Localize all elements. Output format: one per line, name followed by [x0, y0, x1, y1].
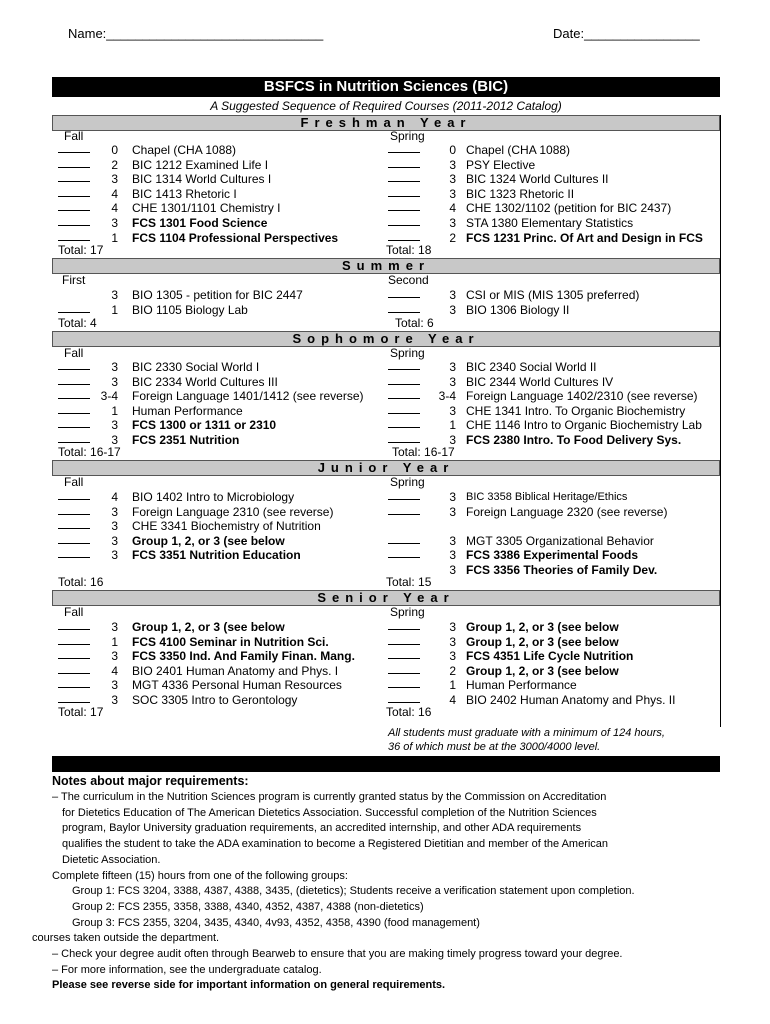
- course-hours: 3: [111, 374, 118, 389]
- total-summer-first: Total: 4: [58, 316, 97, 330]
- grade-blank[interactable]: [388, 398, 420, 399]
- total-junior-spring: Total: 15: [386, 575, 432, 589]
- course-hours: 0: [449, 143, 456, 157]
- course-hours: 1: [111, 634, 118, 649]
- course-hours: 4: [449, 201, 456, 216]
- term-label-spring: Spring: [390, 475, 425, 489]
- course-name: CHE 1301/1101 Chemistry I: [132, 201, 281, 216]
- course-name: BIC 2344 World Cultures IV: [466, 374, 614, 389]
- course-hours: 1: [111, 230, 118, 245]
- course-row: [0, 519, 720, 533]
- course-name: Foreign Language 1402/2310 (see reverse): [466, 389, 698, 404]
- course-name: BIC 1323 Rhetoric II: [466, 186, 575, 201]
- course-name: CHE 1302/1102 (petition for BIC 2437): [466, 201, 672, 216]
- grade-blank[interactable]: [388, 702, 420, 703]
- course-row: [0, 172, 720, 186]
- note-line: Please see reverse side for important information on general requirements.: [52, 979, 446, 992]
- course-row: [0, 649, 720, 663]
- course-name: Group 1, 2, or 3 (see below: [132, 533, 285, 548]
- term-label-spring: Spring: [390, 129, 425, 143]
- course-hours: 3: [111, 533, 118, 548]
- course-hours: 3: [449, 634, 456, 649]
- course-hours: 0: [111, 143, 118, 157]
- course-hours: 4: [111, 186, 118, 201]
- graduation-note-line2: 36 of which must be at the 3000/4000 level.: [388, 741, 601, 753]
- total-freshman-spring: Total: 18: [386, 243, 432, 257]
- grade-blank[interactable]: [388, 644, 420, 645]
- course-hours: 3: [449, 374, 456, 389]
- course-name: FCS 1104 Professional Perspectives: [132, 230, 339, 245]
- total-summer-second: Total: 6: [395, 316, 434, 330]
- date-field-label[interactable]: Date:________________: [553, 26, 700, 41]
- course-name: BIC 1314 World Cultures I: [132, 172, 272, 187]
- course-hours: 2: [449, 663, 456, 678]
- course-name: BIC 1324 World Cultures II: [466, 172, 609, 187]
- course-hours: 3: [111, 519, 118, 534]
- course-name: CHE 1146 Intro to Organic Biochemistry Lab: [466, 418, 702, 433]
- grade-blank[interactable]: [388, 413, 420, 414]
- course-name: FCS 3350 Ind. And Family Finan. Mang.: [132, 649, 355, 664]
- course-name: FCS 1300 or 1311 or 2310: [132, 418, 277, 433]
- course-hours: 3: [449, 533, 456, 548]
- course-row: [0, 231, 720, 245]
- course-hours: 3: [449, 620, 456, 634]
- course-row: [0, 418, 720, 432]
- course-row: [0, 158, 720, 172]
- divider-bar: [52, 756, 720, 772]
- course-hours: 3: [111, 693, 118, 707]
- course-row: [0, 143, 720, 157]
- term-label-first: First: [62, 273, 86, 287]
- term-label-fall: Fall: [64, 605, 84, 619]
- grade-blank[interactable]: [388, 167, 420, 168]
- grade-blank[interactable]: [388, 442, 420, 443]
- section-sophomore: Sophomore Year: [52, 331, 720, 347]
- course-hours: 3: [449, 186, 456, 201]
- name-field-label[interactable]: Name:______________________________: [68, 26, 324, 41]
- note-line: courses taken outside the department.: [32, 932, 220, 945]
- total-freshman-fall: Total: 17: [58, 243, 104, 257]
- section-freshman: Freshman Year: [52, 115, 720, 131]
- course-hours: 3: [111, 418, 118, 433]
- grade-blank[interactable]: [388, 687, 420, 688]
- course-name: Foreign Language 1401/1412 (see reverse): [132, 389, 364, 404]
- course-hours: 4: [111, 201, 118, 216]
- course-name: Group 1, 2, or 3 (see below: [132, 620, 285, 634]
- grade-blank[interactable]: [388, 196, 420, 197]
- course-name: MGT 4336 Personal Human Resources: [132, 678, 342, 693]
- grade-blank[interactable]: [388, 673, 420, 674]
- course-name: CHE 1341 Intro. To Organic Biochemistry: [466, 403, 686, 418]
- course-hours: 3: [449, 172, 456, 187]
- course-row: [0, 635, 720, 649]
- grade-blank[interactable]: [58, 557, 90, 558]
- note-line: – The curriculum in the Nutrition Sciences program is currently granted status by the Commission on Accreditation: [52, 791, 607, 803]
- course-hours: 3: [449, 157, 456, 172]
- course-name: BIO 2401 Human Anatomy and Phys. I: [132, 663, 339, 678]
- grade-blank[interactable]: [388, 514, 420, 515]
- course-hours: 1: [449, 678, 456, 693]
- course-hours: 3: [449, 360, 456, 374]
- course-row: [0, 216, 720, 230]
- grade-blank[interactable]: [388, 312, 420, 313]
- course-name: Foreign Language 2310 (see reverse): [132, 504, 334, 519]
- course-name: BIO 1306 Biology II: [466, 302, 570, 317]
- course-name: BIO 1402 Intro to Microbiology: [132, 490, 295, 504]
- course-hours: 3: [111, 288, 118, 302]
- course-row: [0, 404, 720, 418]
- course-hours: 3: [111, 172, 118, 187]
- course-hours: 3: [449, 490, 456, 504]
- course-row: [0, 303, 720, 317]
- course-name: Group 1, 2, or 3 (see below: [466, 663, 619, 678]
- course-name: Human Performance: [466, 678, 577, 693]
- course-row: [0, 664, 720, 678]
- course-name: Chapel (CHA 1088): [132, 143, 237, 157]
- grade-blank[interactable]: [388, 152, 420, 153]
- course-name: FCS 4100 Seminar in Nutrition Sci.: [132, 634, 329, 649]
- grade-blank[interactable]: [388, 499, 420, 500]
- course-name: FCS 2380 Intro. To Food Delivery Sys.: [466, 433, 682, 447]
- grade-blank[interactable]: [388, 384, 420, 385]
- graduation-note-line1: All students must graduate with a minimum of 124 hours,: [388, 727, 665, 739]
- total-senior-fall: Total: 17: [58, 705, 104, 719]
- term-label-fall: Fall: [64, 346, 84, 360]
- grade-blank[interactable]: [388, 240, 420, 241]
- course-name: BIC 2334 World Cultures III: [132, 374, 278, 389]
- course-name: FCS 3386 Experimental Foods: [466, 548, 639, 563]
- course-row: [0, 389, 720, 403]
- course-name: FCS 3356 Theories of Family Dev.: [466, 563, 658, 577]
- note-line: – Check your degree audit often through Bearweb to ensure that you are making timely progress toward your degree.: [52, 948, 623, 960]
- total-junior-fall: Total: 16: [58, 575, 104, 589]
- course-hours: 3: [111, 620, 118, 634]
- notes-heading: Notes about major requirements:: [52, 774, 249, 788]
- course-name: Group 1, 2, or 3 (see below: [466, 620, 619, 634]
- grade-blank[interactable]: [388, 543, 420, 544]
- grade-blank[interactable]: [388, 181, 420, 182]
- course-name: BIC 3358 Biblical Heritage/Ethics: [466, 491, 628, 503]
- course-name: BIC 2330 Social World I: [132, 360, 260, 374]
- course-name: Chapel (CHA 1088): [466, 143, 571, 157]
- course-hours: 3: [449, 433, 456, 447]
- course-name: FCS 2351 Nutrition: [132, 433, 240, 447]
- course-name: PSY Elective: [466, 157, 536, 172]
- note-line: – For more information, see the undergraduate catalog.: [52, 963, 322, 976]
- course-hours: 3: [449, 403, 456, 418]
- course-name: FCS 1301 Food Science: [132, 216, 268, 230]
- course-name: CSI or MIS (MIS 1305 preferred): [466, 288, 640, 302]
- course-name: BIO 1105 Biology Lab: [132, 302, 248, 317]
- note-line: qualifies the student to take the ADA examination to become a Registered Dietitian and member of the American: [62, 838, 609, 851]
- course-name: STA 1380 Elementary Statistics: [466, 216, 634, 230]
- section-senior: Senior Year: [52, 590, 720, 606]
- grade-blank[interactable]: [58, 499, 90, 500]
- section-summer: Summer: [52, 258, 720, 274]
- course-name: BIC 2340 Social World II: [466, 360, 597, 374]
- course-name: FCS 3351 Nutrition Education: [132, 548, 301, 563]
- grade-blank[interactable]: [388, 658, 420, 659]
- course-hours: 3: [449, 288, 456, 302]
- term-label-spring: Spring: [390, 346, 425, 360]
- course-hours: 3: [111, 504, 118, 519]
- note-line: Dietetic Association.: [62, 853, 161, 866]
- course-name: MGT 3305 Organizational Behavior: [466, 533, 654, 548]
- table-right-border: [720, 115, 721, 727]
- course-hours: 1: [111, 403, 118, 418]
- course-name: Foreign Language 2320 (see reverse): [466, 504, 668, 519]
- course-name: CHE 3341 Biochemistry of Nutrition: [132, 519, 321, 534]
- course-name: BIC 1413 Rhetoric I: [132, 186, 237, 201]
- term-label-fall: Fall: [64, 475, 84, 489]
- course-hours: 3: [111, 548, 118, 563]
- course-hours: 3: [111, 360, 118, 374]
- note-line: Group 3: FCS 2355, 3204, 3435, 4340, 4v93, 4352, 4358, 4390 (food management): [72, 916, 480, 929]
- note-line: Group 1: FCS 3204, 3388, 4387, 4388, 3435, (dietetics); Students receive a verification statement upon completion.: [72, 885, 635, 898]
- course-hours: 3: [449, 548, 456, 563]
- note-line: Group 2: FCS 2355, 3358, 3388, 4340, 4352, 4387, 4388 (non-dietetics): [72, 900, 424, 913]
- course-hours: 3: [449, 216, 456, 230]
- term-label-fall: Fall: [64, 129, 84, 143]
- note-line: for Dietetics Education of The American Dietetics Association. Successful completion of the Nutrition Sciences: [62, 806, 597, 819]
- course-hours: 3: [449, 302, 456, 317]
- course-row: [0, 693, 720, 707]
- course-hours: 1: [449, 418, 456, 433]
- course-hours: 4: [449, 693, 456, 707]
- course-name: Group 1, 2, or 3 (see below: [466, 634, 619, 649]
- course-row: [0, 187, 720, 201]
- course-name: FCS 4351 Life Cycle Nutrition: [466, 649, 634, 664]
- course-hours: 3-4: [100, 389, 118, 404]
- course-hours: 3-4: [438, 389, 456, 404]
- course-hours: 3: [111, 216, 118, 230]
- course-hours: 3: [111, 649, 118, 664]
- grade-blank[interactable]: [388, 557, 420, 558]
- course-row: [0, 678, 720, 692]
- course-hours: 3: [449, 504, 456, 519]
- grade-blank[interactable]: [388, 210, 420, 211]
- section-junior: Junior Year: [52, 460, 720, 476]
- total-sophomore-fall: Total: 16-17: [58, 445, 121, 459]
- course-hours: 4: [111, 663, 118, 678]
- grade-blank[interactable]: [388, 629, 420, 630]
- grade-blank[interactable]: [58, 543, 90, 544]
- course-hours: 2: [111, 157, 118, 172]
- course-name: FCS 1231 Princ. Of Art and Design in FCS: [466, 230, 703, 245]
- term-label-spring: Spring: [390, 605, 425, 619]
- total-senior-spring: Total: 16: [386, 705, 432, 719]
- term-label-second: Second: [388, 273, 429, 287]
- grade-blank[interactable]: [58, 514, 90, 515]
- grade-blank[interactable]: [388, 427, 420, 428]
- grade-blank[interactable]: [388, 369, 420, 370]
- course-hours: 3: [111, 678, 118, 693]
- course-row: [0, 375, 720, 389]
- grade-blank[interactable]: [388, 225, 420, 226]
- grade-blank[interactable]: [58, 528, 90, 529]
- total-sophomore-spring: Total: 16-17: [392, 445, 455, 459]
- course-name: Human Performance: [132, 403, 243, 418]
- course-hours: 3: [449, 563, 456, 577]
- note-line: program, Baylor University graduation requirements, an accredited internship, and other ADA requirements: [62, 822, 582, 835]
- course-name: BIO 1305 - petition for BIC 2447: [132, 288, 303, 302]
- grade-blank[interactable]: [388, 297, 420, 298]
- note-line: Complete fifteen (15) hours from one of the following groups:: [52, 869, 348, 882]
- course-hours: 3: [449, 649, 456, 664]
- page-title: BSFCS in Nutrition Sciences (BIC): [52, 77, 720, 97]
- course-hours: 2: [449, 230, 456, 245]
- course-row: [0, 620, 720, 634]
- course-hours: 4: [111, 490, 118, 504]
- course-hours: 1: [111, 302, 118, 317]
- course-hours: 3: [111, 433, 118, 447]
- course-name: BIO 2402 Human Anatomy and Phys. II: [466, 693, 676, 707]
- course-name: SOC 3305 Intro to Gerontology: [132, 693, 298, 707]
- course-name: BIC 1212 Examined Life I: [132, 157, 269, 172]
- course-row: [0, 201, 720, 215]
- course-row: [0, 288, 720, 302]
- course-row: [0, 360, 720, 374]
- page-subtitle: A Suggested Sequence of Required Courses (2011-2012 Catalog): [210, 99, 562, 113]
